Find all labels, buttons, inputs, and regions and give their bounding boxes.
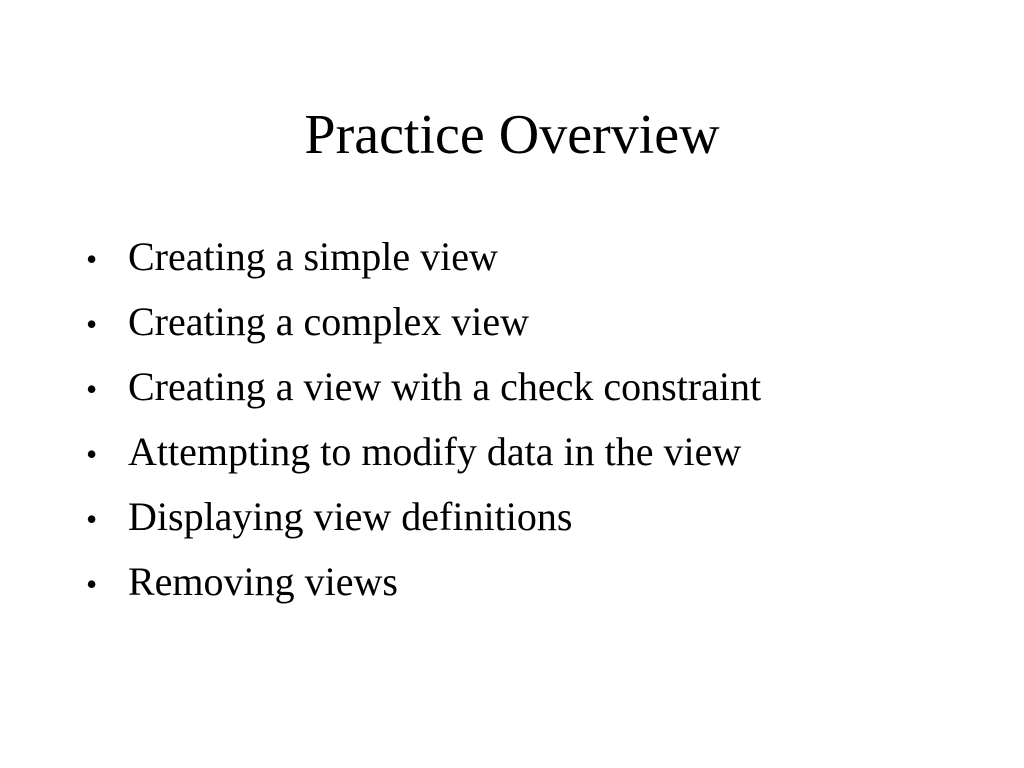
bullet-text: Attempting to modify data in the view: [128, 429, 742, 474]
bullet-item: [84, 549, 964, 614]
bullet-text: Creating a complex view: [128, 299, 529, 344]
bullet-item: [84, 484, 964, 549]
bullet-icon: •: [86, 306, 98, 342]
bullet-item: [84, 354, 964, 419]
bullet-item: [84, 419, 964, 484]
bullet-icon: •: [86, 241, 98, 277]
bullet-item: [84, 289, 964, 354]
bullet-icon: •: [86, 566, 98, 602]
bullet-text: Removing views: [128, 559, 398, 604]
bullet-icon: •: [86, 371, 98, 407]
slide-title: Practice Overview: [304, 104, 720, 166]
bullet-icon: •: [86, 501, 98, 537]
bullet-text: Creating a simple view: [128, 234, 498, 279]
bullet-item: [84, 224, 964, 289]
bullet-list: [84, 224, 964, 614]
bullet-text: Displaying view definitions: [128, 494, 573, 539]
bullet-text: Creating a view with a check constraint: [128, 364, 762, 409]
bullet-icon: •: [86, 436, 98, 472]
